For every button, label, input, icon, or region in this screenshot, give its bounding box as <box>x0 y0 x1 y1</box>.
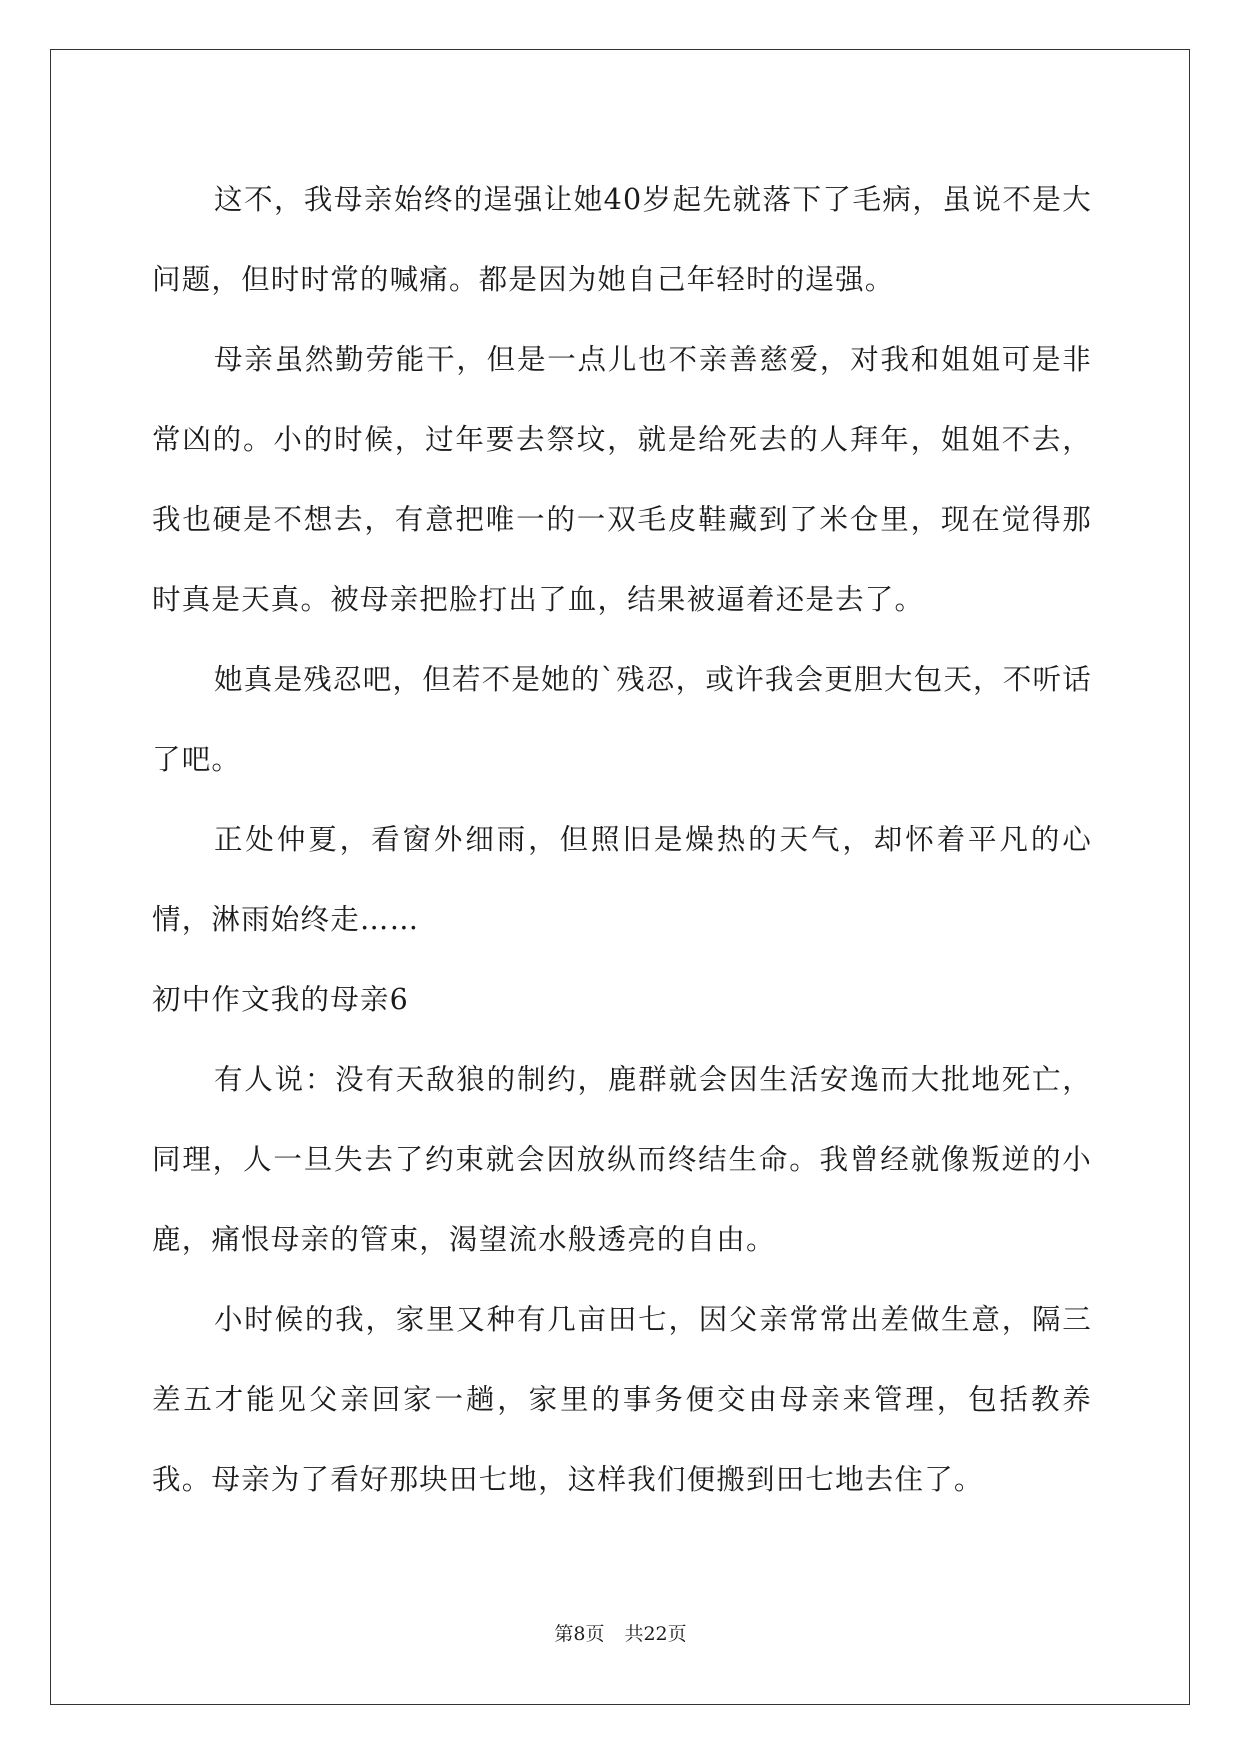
paragraph-5: 有人说：没有天敌狼的制约，鹿群就会因生活安逸而大批地死亡，同理，人一旦失去了约束就会因放纵而终结生命。我曾经就像叛逆的小鹿，痛恨母亲的管束，渴望流水般透亮的自由。 <box>152 1063 1092 1256</box>
paragraph-3: 她真是残忍吧，但若不是她的`残忍，或许我会更胆大包天，不听话了吧。 <box>152 663 1092 776</box>
page-number: 第8页 <box>554 1623 605 1645</box>
paragraph-1: 这不，我母亲始终的逞强让她40岁起先就落下了毛病，虽说不是大问题，但时时常的喊痛。都是因为她自己年轻时的逞强。 <box>152 183 1092 296</box>
page-total: 共22页 <box>624 1623 687 1645</box>
paragraph-2: 母亲虽然勤劳能干，但是一点儿也不亲善慈爱，对我和姐姐可是非常凶的。小的时候，过年要去祭坟，就是给死去的人拜年，姐姐不去，我也硬是不想去，有意把唯一的一双毛皮鞋藏到了米仓里，现在觉得那时真是天真。被母亲把脸打出了血，结果被逼着还是去了。 <box>152 343 1092 616</box>
paragraph-6: 小时候的我，家里又种有几亩田七，因父亲常常出差做生意，隔三差五才能见父亲回家一趟，家里的事务便交由母亲来管理，包括教养我。母亲为了看好那块田七地，这样我们便搬到田七地去住了。 <box>152 1303 1092 1496</box>
paragraph-4: 正处仲夏，看窗外细雨，但照旧是燥热的天气，却怀着平凡的心情，淋雨始终走…… <box>152 823 1092 936</box>
document-body <box>152 160 1092 1520</box>
page-footer <box>0 1622 1241 1646</box>
section-heading: 初中作文我的母亲6 <box>152 983 409 1016</box>
